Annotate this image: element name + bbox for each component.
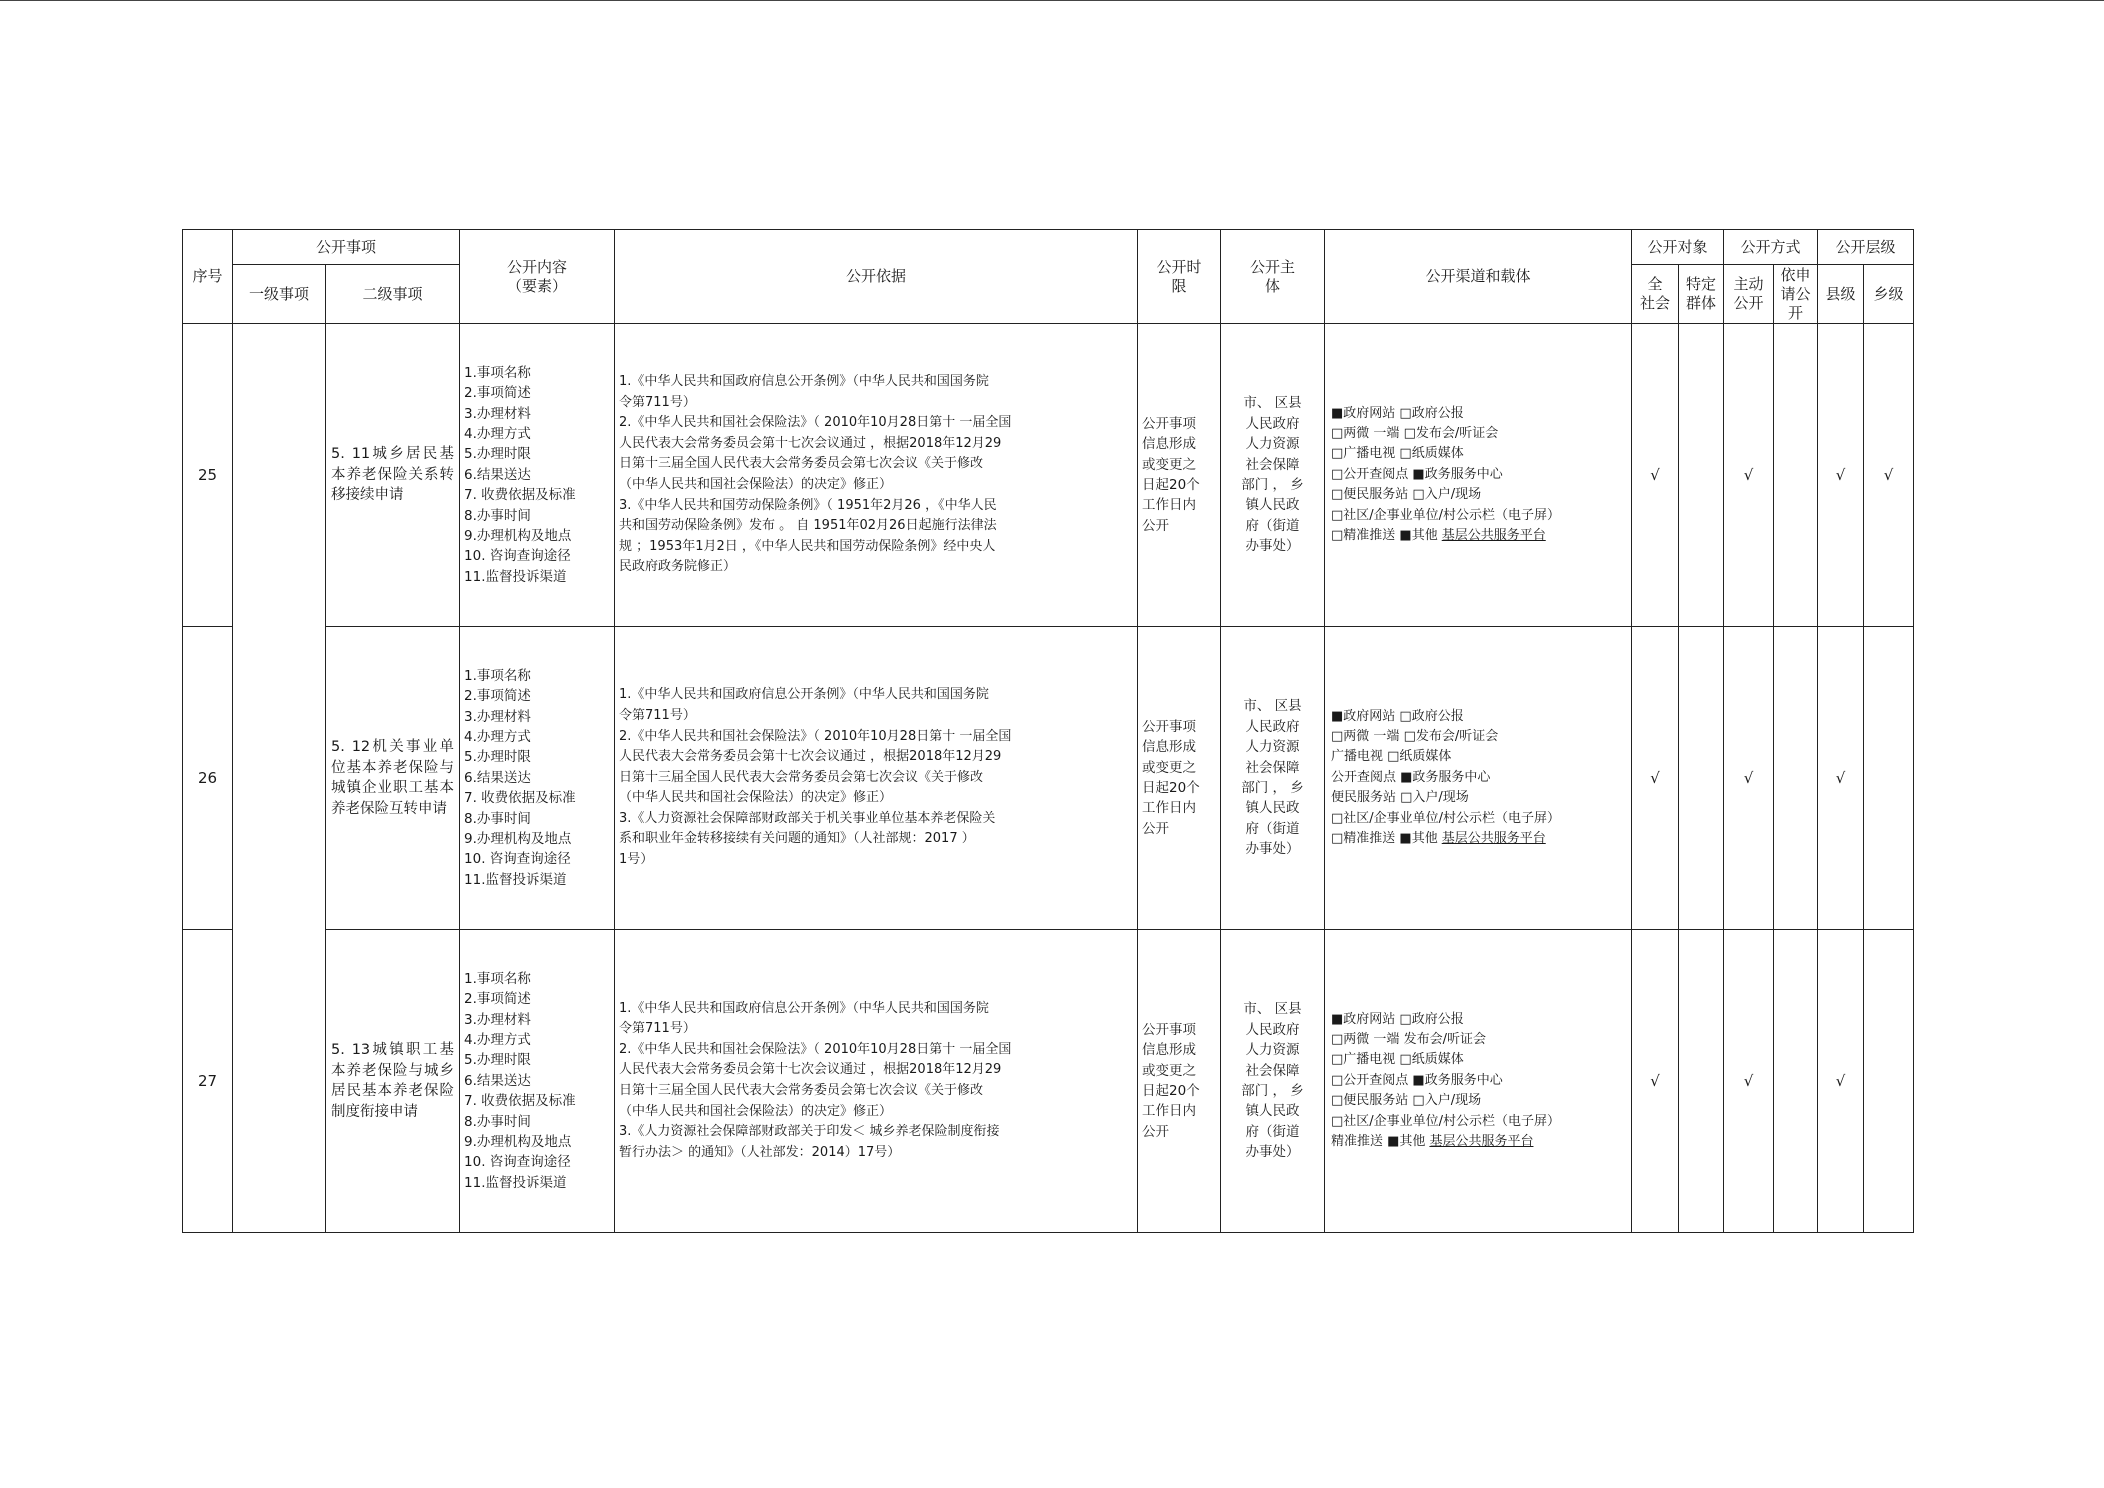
- basis-line: （中华人民共和国社会保险法）的决定》修正）: [619, 790, 893, 806]
- subject-line: 府（街道: [1245, 1123, 1300, 1140]
- basis-line: 规 ；1953年1月2日 ，《中华人民共和国劳动保险条例》经中央人: [619, 538, 996, 554]
- contents-line: 6.结果送达: [464, 466, 531, 483]
- contents-line: 9.办理机构及地点: [464, 831, 572, 848]
- timelimit-line: 公开事项: [1142, 718, 1197, 735]
- subject-line: 市、 区县: [1243, 698, 1302, 715]
- channel-option-text: 精准推送 ■其他: [1331, 1134, 1426, 1150]
- contents-line: 1.事项名称: [464, 667, 531, 684]
- timelimit-line: 或变更之: [1142, 456, 1197, 473]
- basis-line: 2.《中华人民共和国社会保险法》（ 2010年10月28日第十 一届全国: [619, 728, 1012, 744]
- header-target-specific: 特定 群体: [1679, 265, 1724, 324]
- channel-line: [1331, 506, 1631, 526]
- subject-line: 办事处）: [1245, 538, 1300, 555]
- subject-line: 人民政府: [1245, 718, 1300, 735]
- target-specific-check: [1679, 324, 1724, 627]
- disclosure-table: [182, 229, 1914, 1233]
- contents-line: 9.办理机构及地点: [464, 528, 572, 545]
- channel-option-text: □社区/企事业单位/村公示栏（电子屏）: [1331, 810, 1561, 826]
- basis-line: 日第十三届全国人民代表大会常务委员会第七次会议《关于修改: [619, 456, 984, 472]
- method-apply-check: [1774, 930, 1818, 1233]
- basis-line: 2.《中华人民共和国社会保险法》（ 2010年10月28日第十 一届全国: [619, 1041, 1012, 1057]
- row-seq: 26: [183, 627, 233, 930]
- basis-line: 1.《中华人民共和国政府信息公开条例》（中华人民共和国国务院: [619, 1000, 989, 1016]
- header-level1: 一级事项: [233, 265, 326, 324]
- channel-line: [1331, 768, 1631, 788]
- level-county-check: √: [1818, 324, 1864, 627]
- timelimit-line: 信息形成: [1142, 739, 1197, 756]
- basis-line: 系和职业年金转移接续有关问题的通知》（人社部规：2017 ）: [619, 831, 975, 847]
- basis-line: 民政府政务院修正）: [619, 559, 737, 575]
- method-active-check: √: [1724, 627, 1774, 930]
- channel-line: [1331, 747, 1631, 767]
- channel-option-text: ■政府网站 □政府公报: [1331, 708, 1464, 724]
- channel-line: [1331, 465, 1631, 485]
- basis-line: 2.《中华人民共和国社会保险法》（ 2010年10月28日第十 一届全国: [619, 415, 1012, 431]
- timelimit-line: 公开: [1142, 1123, 1170, 1140]
- content-elements: [460, 930, 615, 1233]
- level2-item: [326, 930, 460, 1233]
- channel-line: [1331, 485, 1631, 505]
- header-channel: 公开渠道和载体: [1325, 230, 1632, 324]
- header-method-group: 公开方式: [1724, 230, 1818, 265]
- table-row: [183, 930, 1914, 1233]
- channel-option-text: □精准推送 ■其他: [1331, 831, 1438, 847]
- content-elements: [460, 627, 615, 930]
- level2-item: [326, 324, 460, 627]
- method-apply-check: [1774, 324, 1818, 627]
- contents-line: 7. 收费依据及标准: [464, 487, 576, 504]
- timelimit-line: 信息形成: [1142, 1042, 1197, 1059]
- basis-line: 共和国劳动保险条例》发布 。 自 1951年02月26日起施行法律法: [619, 518, 997, 534]
- timelimit-line: 工作日内: [1142, 800, 1197, 817]
- header-method-apply: 依申 请公 开: [1774, 265, 1818, 324]
- contents-line: 3.办理材料: [464, 1011, 531, 1028]
- timelimit-line: 工作日内: [1142, 497, 1197, 514]
- channel-option-text: 公开查阅点 ■政务服务中心: [1331, 769, 1491, 785]
- level2-item-text: 5. 12机关事业单位基本养老保险与城镇企业职工基本养老保险互转申请: [331, 739, 455, 817]
- channel-line: [1331, 1010, 1631, 1030]
- level-town-check: √: [1864, 324, 1914, 627]
- basis-line: 3.《人力资源社会保障部财政部关于印发＜ 城乡养老保险制度衔接: [619, 1124, 1000, 1140]
- disclosure-subject: [1221, 627, 1325, 930]
- channel-option-text: □公开查阅点 ■政务服务中心: [1331, 466, 1503, 482]
- subject-line: 办事处）: [1245, 1144, 1300, 1161]
- subject-line: 人力资源: [1245, 1042, 1300, 1059]
- subject-line: 人民政府: [1245, 415, 1300, 432]
- channel-line: [1331, 1112, 1631, 1132]
- level2-item: [326, 627, 460, 930]
- header-target-group: 公开对象: [1632, 230, 1724, 265]
- channel-option-text: □两微 一端 □发布会/听证会: [1331, 728, 1499, 744]
- timelimit-line: 公开事项: [1142, 1021, 1197, 1038]
- channel-line: [1331, 707, 1631, 727]
- timelimit-line: 公开: [1142, 517, 1170, 534]
- disclosure-channels: [1325, 324, 1632, 627]
- basis-line: 人民代表大会常务委员会第十七次会议通过 ，根据2018年12月29: [619, 435, 1002, 451]
- contents-line: 8.办事时间: [464, 507, 531, 524]
- disclosure-subject: [1221, 930, 1325, 1233]
- time-limit: [1138, 627, 1221, 930]
- header-subject: 公开主 体: [1221, 230, 1325, 324]
- basis-line: 3.《中华人民共和国劳动保险条例》（ 1951年2月26 ，《中华人民: [619, 497, 997, 513]
- contents-line: 3.办理材料: [464, 708, 531, 725]
- channel-option-text: □便民服务站 □入户/现场: [1331, 487, 1482, 503]
- level2-item-text: 5. 11城乡居民基本养老保险关系转移接续申请: [331, 446, 455, 504]
- channel-option-text: ■政府网站 □政府公报: [1331, 405, 1464, 421]
- channel-line: [1331, 444, 1631, 464]
- channel-line: [1331, 424, 1631, 444]
- subject-line: 部门 ， 乡: [1241, 1083, 1304, 1099]
- table-row: [183, 324, 1914, 627]
- basis-line: 令第711号）: [619, 1021, 696, 1037]
- contents-line: 2.事项简述: [464, 385, 531, 402]
- row-seq: 27: [183, 930, 233, 1233]
- timelimit-line: 日起20个: [1142, 477, 1200, 493]
- basis-line: 人民代表大会常务委员会第十七次会议通过 ，根据2018年12月29: [619, 749, 1002, 765]
- header-level2: 二级事项: [326, 265, 460, 324]
- target-specific-check: [1679, 627, 1724, 930]
- channel-option-text: □两微 一端 □发布会/听证会: [1331, 425, 1499, 441]
- channel-option-text: □精准推送 ■其他: [1331, 528, 1438, 544]
- header-method-active: 主动 公开: [1724, 265, 1774, 324]
- timelimit-line: 日起20个: [1142, 780, 1200, 796]
- channel-option-text: □广播电视 □纸质媒体: [1331, 446, 1464, 462]
- basis-line: 1号）: [619, 852, 654, 868]
- page-top-border: [0, 0, 2104, 1]
- channel-line: [1331, 1030, 1631, 1050]
- channel-option-text: □社区/企事业单位/村公示栏（电子屏）: [1331, 1113, 1561, 1129]
- basis-line: 人民代表大会常务委员会第十七次会议通过 ，根据2018年12月29: [619, 1062, 1002, 1078]
- contents-line: 7. 收费依据及标准: [464, 1093, 576, 1110]
- subject-line: 社会保障: [1245, 759, 1300, 776]
- channel-other-platform: 基层公共服务平台: [1441, 831, 1546, 847]
- contents-line: 4.办理方式: [464, 425, 531, 442]
- timelimit-line: 工作日内: [1142, 1103, 1197, 1120]
- method-active-check: √: [1724, 324, 1774, 627]
- subject-line: 镇人民政: [1245, 1103, 1300, 1120]
- subject-line: 市、 区县: [1243, 1001, 1302, 1018]
- basis-line: （中华人民共和国社会保险法）的决定》修正）: [619, 1103, 893, 1119]
- contents-line: 4.办理方式: [464, 728, 531, 745]
- contents-line: 2.事项简述: [464, 688, 531, 705]
- contents-line: 6.结果送达: [464, 1072, 531, 1089]
- contents-line: 11.监督投诉渠道: [464, 568, 567, 585]
- basis-line: 日第十三届全国人民代表大会常务委员会第七次会议《关于修改: [619, 1083, 984, 1098]
- contents-line: 5.办理时限: [464, 749, 531, 766]
- contents-line: 11.监督投诉渠道: [464, 1174, 567, 1191]
- target-specific-check: [1679, 930, 1724, 1233]
- target-all-check: √: [1632, 324, 1679, 627]
- level-county-check: √: [1818, 930, 1864, 1233]
- header-level-county: 县级: [1818, 265, 1864, 324]
- channel-line: [1331, 526, 1631, 546]
- disclosure-channels: [1325, 930, 1632, 1233]
- timelimit-line: 或变更之: [1142, 1062, 1197, 1079]
- contents-line: 2.事项简述: [464, 991, 531, 1008]
- contents-line: 5.办理时限: [464, 1052, 531, 1069]
- legal-basis: [615, 627, 1138, 930]
- channel-line: [1331, 1071, 1631, 1091]
- channel-option-text: □公开查阅点 ■政务服务中心: [1331, 1072, 1503, 1088]
- legal-basis: [615, 930, 1138, 1233]
- subject-line: 社会保障: [1245, 1062, 1300, 1079]
- subject-line: 府（街道: [1245, 820, 1300, 837]
- method-active-check: √: [1724, 930, 1774, 1233]
- basis-line: 1.《中华人民共和国政府信息公开条例》（中华人民共和国国务院: [619, 374, 989, 390]
- channel-option-text: □两微 一端 发布会/听证会: [1331, 1031, 1486, 1047]
- contents-line: 11.监督投诉渠道: [464, 871, 567, 888]
- contents-line: 3.办理材料: [464, 405, 531, 422]
- time-limit: [1138, 930, 1221, 1233]
- contents-line: 1.事项名称: [464, 970, 531, 987]
- level-town-check: [1864, 627, 1914, 930]
- subject-line: 办事处）: [1245, 841, 1300, 858]
- channel-line: [1331, 829, 1631, 849]
- target-all-check: √: [1632, 627, 1679, 930]
- timelimit-line: 公开事项: [1142, 415, 1197, 432]
- disclosure-channels: [1325, 627, 1632, 930]
- contents-line: 8.办事时间: [464, 1113, 531, 1130]
- channel-line: [1331, 788, 1631, 808]
- header-time-limit: 公开时 限: [1138, 230, 1221, 324]
- level-county-check: √: [1818, 627, 1864, 930]
- level2-item-text: 5. 13城镇职工基本养老保险与城乡居民基本养老保险制度衔接申请: [331, 1042, 455, 1120]
- basis-line: 日第十三届全国人民代表大会常务委员会第七次会议《关于修改: [619, 769, 984, 785]
- channel-line: [1331, 1050, 1631, 1070]
- legal-basis: [615, 324, 1138, 627]
- disclosure-subject: [1221, 324, 1325, 627]
- contents-line: 9.办理机构及地点: [464, 1134, 572, 1151]
- target-all-check: √: [1632, 930, 1679, 1233]
- contents-line: 6.结果送达: [464, 769, 531, 786]
- basis-line: 令第711号）: [619, 707, 696, 723]
- row-seq: 25: [183, 324, 233, 627]
- channel-option-text: 广播电视 □纸质媒体: [1331, 749, 1452, 765]
- contents-line: 8.办事时间: [464, 810, 531, 827]
- method-apply-check: [1774, 627, 1818, 930]
- timelimit-line: 或变更之: [1142, 759, 1197, 776]
- basis-line: （中华人民共和国社会保险法）的决定》修正）: [619, 477, 893, 492]
- basis-line: 3.《人力资源社会保障部财政部关于机关事业单位基本养老保险关: [619, 810, 996, 826]
- time-limit: [1138, 324, 1221, 627]
- contents-line: 7. 收费依据及标准: [464, 790, 576, 807]
- contents-line: 4.办理方式: [464, 1031, 531, 1048]
- subject-line: 镇人民政: [1245, 497, 1300, 514]
- channel-option-text: ■政府网站 □政府公报: [1331, 1011, 1464, 1027]
- channel-line: [1331, 404, 1631, 424]
- subject-line: 市、 区县: [1243, 395, 1302, 412]
- header-content: 公开内容 （要素）: [460, 230, 615, 324]
- header-level-group: 公开层级: [1818, 230, 1914, 265]
- basis-line: 1.《中华人民共和国政府信息公开条例》（中华人民共和国国务院: [619, 687, 989, 703]
- channel-line: [1331, 1091, 1631, 1111]
- content-elements: [460, 324, 615, 627]
- channel-line: [1331, 809, 1631, 829]
- channel-option-text: □广播电视 □纸质媒体: [1331, 1052, 1464, 1068]
- contents-line: 5.办理时限: [464, 446, 531, 463]
- timelimit-line: 信息形成: [1142, 436, 1197, 453]
- level1-cell: [233, 324, 326, 1233]
- subject-line: 人力资源: [1245, 739, 1300, 756]
- contents-line: 10. 咨询查询途径: [464, 548, 571, 565]
- header-item-group: 公开事项: [233, 230, 460, 265]
- header-basis: 公开依据: [615, 230, 1138, 324]
- subject-line: 部门 ， 乡: [1241, 780, 1304, 796]
- channel-option-text: 便民服务站 □入户/现场: [1331, 790, 1469, 806]
- channel-other-platform: 基层公共服务平台: [1429, 1134, 1534, 1150]
- contents-line: 1.事项名称: [464, 364, 531, 381]
- subject-line: 部门 ， 乡: [1241, 477, 1304, 493]
- header-target-all: 全 社会: [1632, 265, 1679, 324]
- subject-line: 人民政府: [1245, 1021, 1300, 1038]
- table-row: [183, 627, 1914, 930]
- subject-line: 人力资源: [1245, 436, 1300, 453]
- channel-option-text: □社区/企事业单位/村公示栏（电子屏）: [1331, 507, 1561, 523]
- timelimit-line: 公开: [1142, 820, 1170, 837]
- channel-other-platform: 基层公共服务平台: [1441, 528, 1546, 544]
- subject-line: 社会保障: [1245, 456, 1300, 473]
- basis-line: 令第711号）: [619, 394, 696, 410]
- contents-line: 10. 咨询查询途径: [464, 1154, 571, 1171]
- basis-line: 暂行办法＞ 的通知》（人社部发：2014）17号）: [619, 1144, 901, 1160]
- channel-line: [1331, 727, 1631, 747]
- channel-option-text: □便民服务站 □入户/现场: [1331, 1093, 1482, 1109]
- subject-line: 镇人民政: [1245, 800, 1300, 817]
- header-seq: 序号: [183, 230, 233, 324]
- channel-line: [1331, 1132, 1631, 1152]
- level-town-check: [1864, 930, 1914, 1233]
- header-level-town: 乡级: [1864, 265, 1914, 324]
- contents-line: 10. 咨询查询途径: [464, 851, 571, 868]
- subject-line: 府（街道: [1245, 517, 1300, 534]
- timelimit-line: 日起20个: [1142, 1083, 1200, 1099]
